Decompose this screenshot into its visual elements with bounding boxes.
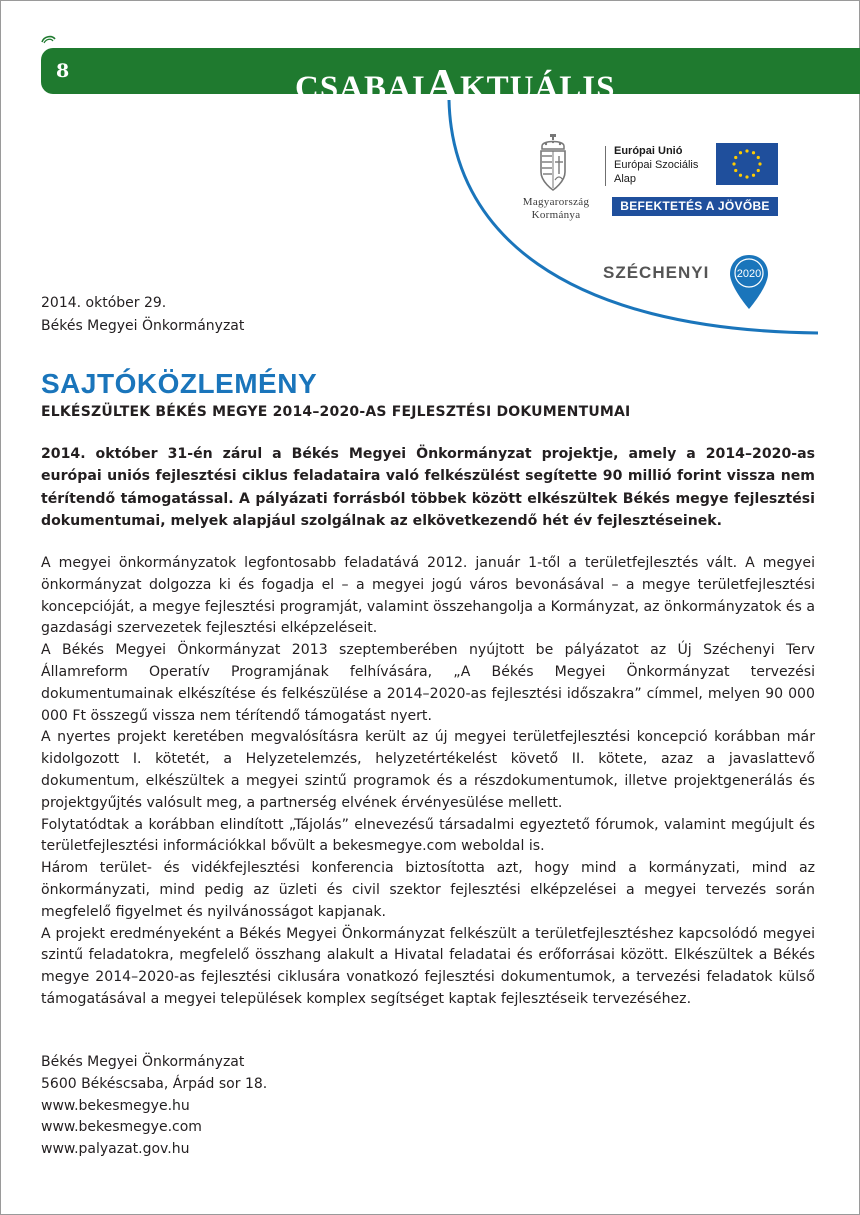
body-paragraph: A projekt eredményeként a Békés Megyei Önkormányzat felkészült a területfejlesztéshez kapcsolódó megyei szintű feladatokra, megfelelő összhang alakult a Hivatal feladatai és erőforrásai között. Elkészültek a Békés megye 2014–2020-as fejlesztési ciklusára vonatkozó fejlesztési dokumentumok, a tervezési feladatok külső támogatásával a megyei települések komplex segítséget kaptak fejlesztéseik tervezéséhez. <box>41 925 815 1007</box>
body-paragraph: A nyertes projekt keretében megvalósításra került az új megyei területfejlesztési koncepció korábban már kidolgozott I. kötetét, a Helyzetelemzés, helyzetértékelést követő II. kötete, azaz a javaslattevő dokumentum, elkészültek a megyei szintű programok és a részdokumentumok, illetve projektgenerálás és projektgyűjtés valósult meg, a partnerség elvének érvényesülése mellett. <box>41 729 815 811</box>
eu-star <box>739 151 742 154</box>
eu-line1: Európai Unió <box>614 145 683 157</box>
body-paragraph: Folytatódtak a korábban elindított „Tájolás” elnevezésű társadalmi egyeztető fórumok, valamint megújult és területfejlesztési információkkal bővült a bekesmegye.com weboldal is. <box>41 816 815 855</box>
eu-star <box>757 156 760 159</box>
article-lead: 2014. október 31-én zárul a Békés Megyei Önkormányzat projektje, amely a 2014–2020-as európai uniós fejlesztési ciklus feladataira való felkészülést segítette 90 millió forint vissza nem térítendő támogatással. A pályázati forrásból többek között elkészültek Békés megye fejlesztési dokumentumai, melyek alapjául szolgálnak az elkövetkezendő hét év fejlesztéseinek. <box>41 446 815 529</box>
eu-star <box>734 169 737 172</box>
release-date: 2014. október 29. <box>41 295 167 311</box>
contact-website-link[interactable]: www.bekesmegye.com <box>41 1119 202 1136</box>
szechenyi-year: 2020 <box>736 268 762 280</box>
eu-flag-icon <box>716 143 778 185</box>
eu-star <box>732 162 735 165</box>
body-paragraph: A Békés Megyei Önkormányzat 2013 szeptemberében nyújtott be pályázatot az Új Széchenyi Terv Államreform Operatív Programjának felhívására, „A Békés Megyei Önkormányzat tervezési dokumentumainak elkészítése és felkészülése a 2014–2020-as fejlesztési időszakra” címmel, melyen 90 000 000 Ft összegű vissza nem térítendő támogatást nyert. <box>41 642 815 724</box>
eu-line2: Európai Szociális <box>614 159 699 171</box>
location-pin-icon <box>728 253 770 311</box>
eu-star <box>734 156 737 159</box>
eu-fund-text <box>614 144 698 186</box>
invest-banner: BEFEKTETÉS A JÖVŐBE <box>612 197 778 216</box>
issuer: Békés Megyei Önkormányzat <box>41 318 245 334</box>
logo-divider <box>605 146 606 186</box>
eu-star <box>752 151 755 154</box>
page-title: SAJTÓKÖZLEMÉNY <box>41 368 318 399</box>
magazine-title-part2: KTUÁLIS <box>459 70 616 106</box>
body-paragraph: A megyei önkormányzatok legfontosabb feladatává 2012. január 1-től a területfejlesztés vált. A megyei önkormányzat dolgozza ki és fogadja el – a megyei jogú város bevonásával – a megye területfejlesztési koncepcióját, a megye fejlesztési programját, valamint összehangolja a Kormányzat, az önkormányzatok és a gazdasági szervezetek fejlesztési elképzeléseit. <box>41 555 815 637</box>
eu-line3: Alap <box>614 173 637 185</box>
eu-star <box>752 174 755 177</box>
contact-address: 5600 Békéscsaba, Árpád sor 18. <box>41 1075 268 1092</box>
hungarian-coat-of-arms-icon <box>537 134 569 194</box>
contact-website-link[interactable]: www.bekesmegye.hu <box>41 1097 190 1114</box>
contact-name: Békés Megyei Önkormányzat <box>41 1054 245 1070</box>
government-name-line2: Kormánya <box>531 209 581 221</box>
eu-star <box>757 169 760 172</box>
contact-block <box>41 1052 267 1161</box>
government-name-line1: Magyarország <box>522 196 590 208</box>
magazine-title-initial: A <box>425 59 460 110</box>
szechenyi-logo-text: SZÉCHENYI <box>603 263 710 282</box>
article-body <box>41 553 815 1011</box>
contact-website-link[interactable]: www.palyazat.gov.hu <box>41 1141 190 1158</box>
body-paragraph: Három terület- és vidékfejlesztési konferencia biztosította azt, hogy mind a kormányzati, mind az önkormányzati, mind pedig az üzleti és civil szektor fejlesztési elképzelései a megyei tervezés során megfelelő figyelmet és nyilvánosságot kapjanak. <box>41 860 815 920</box>
page-number: 8 <box>56 60 70 82</box>
eu-star <box>745 175 748 178</box>
eu-star <box>739 174 742 177</box>
magazine-title-part1: CSABAI <box>295 70 426 106</box>
article-subtitle: ELKÉSZÜLTEK BÉKÉS MEGYE 2014–2020-AS FEJLESZTÉSI DOKUMENTUMAI <box>41 404 631 420</box>
eu-star <box>758 162 761 165</box>
eu-star <box>745 149 748 152</box>
government-name <box>504 196 608 222</box>
